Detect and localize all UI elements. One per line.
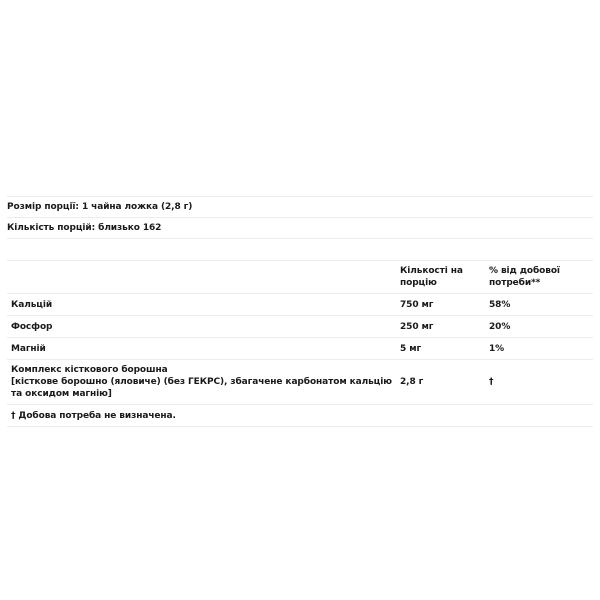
complex-name: Комплекс кісткового борошна xyxy=(11,365,168,375)
supplement-facts-table xyxy=(7,196,593,427)
header-amount: Кількості на порцію xyxy=(400,266,463,288)
nutrient-name: Кальцій xyxy=(11,299,53,310)
nutrient-dv: 1% xyxy=(489,343,505,354)
table-row xyxy=(7,360,593,405)
nutrient-amount: 750 мг xyxy=(400,299,434,310)
header-daily-value: % від добової потреби** xyxy=(489,266,560,288)
footnote: † Добова потреба не визначена. xyxy=(11,410,176,421)
serving-size: Розмір порції: 1 чайна ложка (2,8 г) xyxy=(7,202,193,212)
spacer-row xyxy=(7,239,593,261)
footnote-row xyxy=(7,405,593,427)
nutrient-dv: † xyxy=(489,377,494,387)
nutrient-amount: 2,8 г xyxy=(400,377,424,387)
servings-count: Кількість порцій: близько 162 xyxy=(7,223,162,233)
nutrient-name xyxy=(7,364,400,400)
table-row xyxy=(7,294,593,316)
table-header-row xyxy=(7,261,593,294)
table-row xyxy=(7,338,593,360)
nutrient-dv: 58% xyxy=(489,299,511,310)
nutrient-amount: 5 мг xyxy=(400,343,422,354)
nutrient-dv: 20% xyxy=(489,321,511,332)
serving-size-row xyxy=(7,197,593,218)
nutrient-amount: 250 мг xyxy=(400,321,434,332)
table-row xyxy=(7,316,593,338)
complex-description: [кісткове борошно (яловиче) (без ГЕКРС), збагачене карбонатом кальцію та оксидом магнію] xyxy=(11,377,392,399)
nutrient-name: Фосфор xyxy=(11,321,53,332)
nutrient-name: Магній xyxy=(11,343,46,354)
servings-count-row xyxy=(7,218,593,239)
